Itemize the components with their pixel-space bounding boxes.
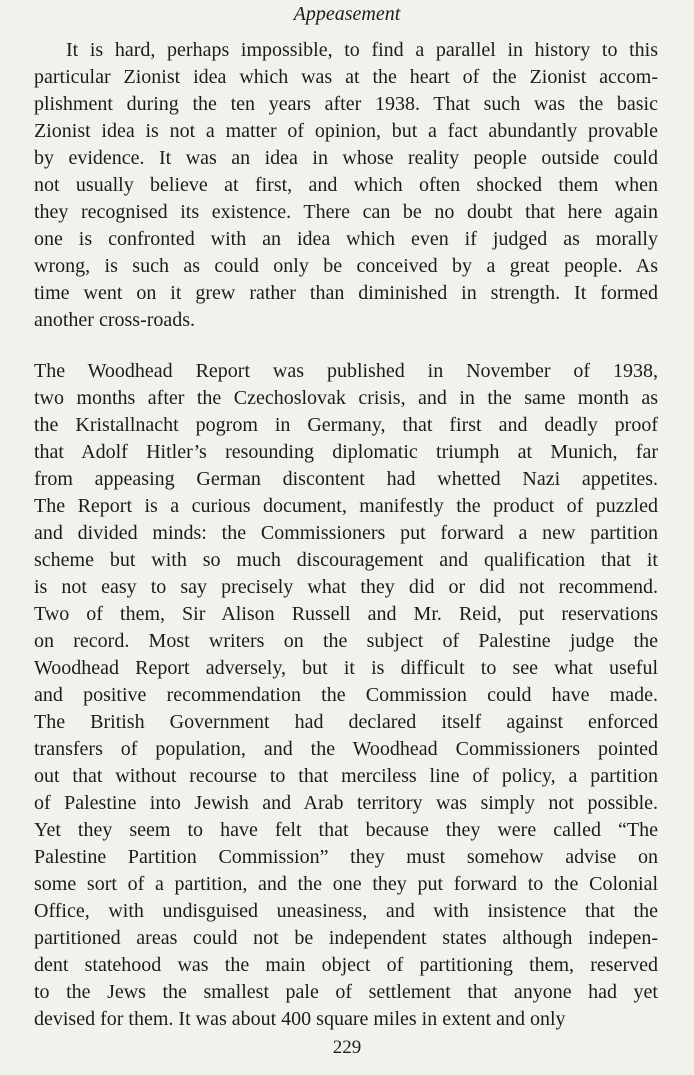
- text-line: time went on it grew rather than diminished in strength. It formed: [34, 282, 658, 304]
- paragraph-2: [34, 358, 658, 1033]
- text-line: It is hard, perhaps impossible, to find a parallel in history to this: [66, 39, 658, 61]
- text-line: scheme but with so much discouragement and qualification that it: [34, 549, 658, 571]
- text-line: partitioned areas could not be independent states although indepen-: [34, 927, 658, 949]
- text-line: some sort of a partition, and the one they put forward to the Colonial: [34, 873, 658, 895]
- text-line: one is confronted with an idea which even if judged as morally: [34, 228, 658, 250]
- text-line: Yet they seem to have felt that because they were called “The: [34, 819, 658, 841]
- text-line: wrong, is such as could only be conceived by a great people. As: [34, 255, 658, 277]
- text-line: Two of them, Sir Alison Russell and Mr. Reid, put reservations: [34, 603, 658, 625]
- text-line: to the Jews the smallest pale of settlement that anyone had yet: [34, 981, 658, 1003]
- text-line: two months after the Czechoslovak crisis, and in the same month as: [34, 387, 658, 409]
- text-line: and divided minds: the Commissioners put forward a new partition: [34, 522, 658, 544]
- text-line: devised for them. It was about 400 square miles in extent and only: [34, 1008, 566, 1030]
- text-line: another cross-roads.: [34, 309, 196, 331]
- text-line: and positive recommendation the Commission could have made.: [34, 684, 658, 706]
- paragraph-1: [34, 37, 658, 334]
- text-line: transfers of population, and the Woodhead Commissioners pointed: [34, 738, 658, 760]
- text-line: The Report is a curious document, manifestly the product of puzzled: [34, 495, 658, 517]
- page-number: 229: [332, 1037, 362, 1058]
- text-line: Palestine Partition Commission” they must somehow advise on: [34, 846, 658, 868]
- text-line: the Kristallnacht pogrom in Germany, that first and deadly proof: [34, 414, 658, 436]
- text-line: of Palestine into Jewish and Arab territory was simply not possible.: [34, 792, 658, 814]
- text-line: they recognised its existence. There can be no doubt that here again: [34, 201, 658, 223]
- text-line: dent statehood was the main object of partitioning them, reserved: [34, 954, 658, 976]
- text-line: The British Government had declared itself against enforced: [34, 711, 658, 733]
- text-line: The Woodhead Report was published in November of 1938,: [34, 360, 658, 382]
- text-line: is not easy to say precisely what they did or did not recommend.: [34, 576, 658, 598]
- text-line: from appeasing German discontent had whetted Nazi appetites.: [34, 468, 658, 490]
- running-head: Appeasement: [293, 3, 401, 25]
- text-line: Woodhead Report adversely, but it is difficult to see what useful: [34, 657, 658, 679]
- text-line: plishment during the ten years after 1938. That such was the basic: [34, 93, 658, 115]
- text-line: on record. Most writers on the subject of Palestine judge the: [34, 630, 658, 652]
- text-line: Office, with undisguised uneasiness, and with insistence that the: [34, 900, 658, 922]
- text-line: out that without recourse to that merciless line of policy, a partition: [34, 765, 658, 787]
- text-line: that Adolf Hitler’s resounding diplomatic triumph at Munich, far: [34, 441, 658, 463]
- text-line: by evidence. It was an idea in whose reality people outside could: [34, 147, 658, 169]
- text-line: not usually believe at first, and which often shocked them when: [34, 174, 658, 196]
- text-line: particular Zionist idea which was at the heart of the Zionist accom-: [34, 66, 658, 88]
- text-line: Zionist idea is not a matter of opinion, but a fact abundantly provable: [34, 120, 658, 142]
